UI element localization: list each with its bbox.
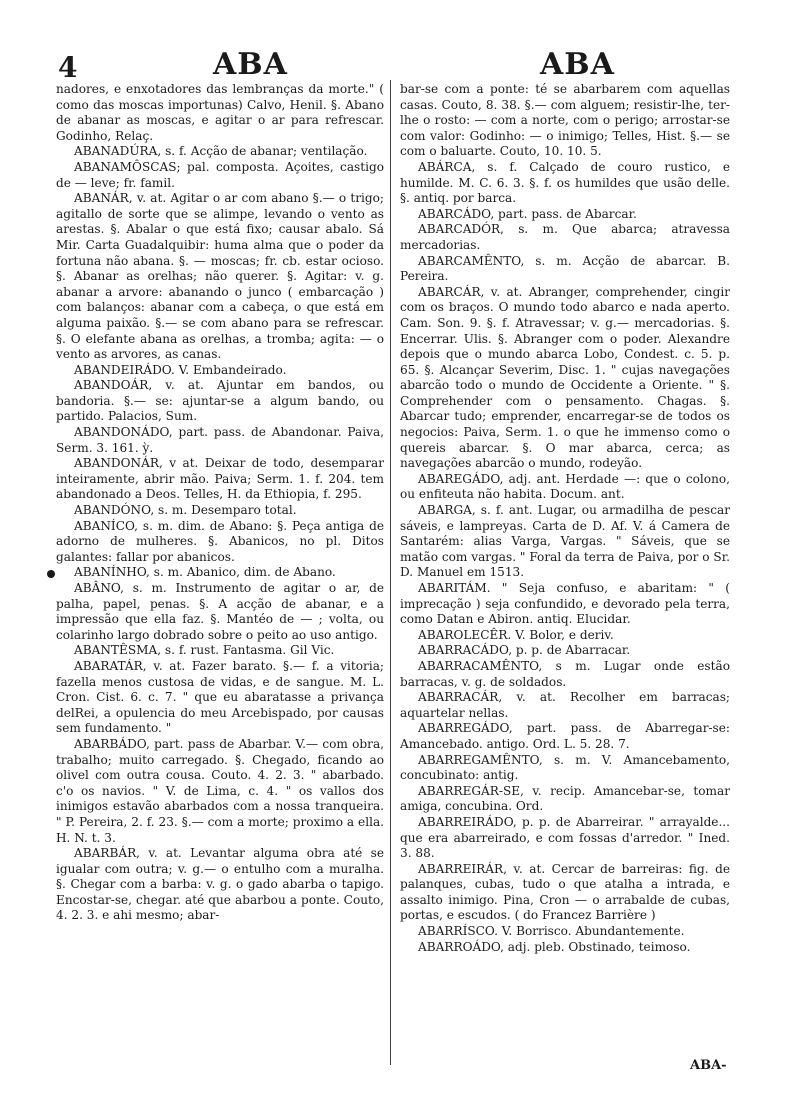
dictionary-entry: ABARREIRÁDO, p. p. de Abarreirar. " arrayalde... que era abarreirado, e com fossas d'arredor. " Ined. 3. 88.	[400, 814, 730, 861]
dictionary-entry: ABARBÁR, v. at. Levantar alguma obra até se igualar com outra; v. g.— o entulho com a muralha. §. Chegar com a barba: v. g. o gado abarba o tapigo. Encostar-se, chegar. até que abarbou a ponte. Couto, 4. 2. 3. e ahi mesmo; abar-	[56, 846, 384, 923]
left-column	[56, 82, 384, 924]
dictionary-entry: ABARRÍSCO. V. Borrisco. Abundantemente.	[418, 924, 685, 939]
running-head-left: ABA	[213, 47, 288, 82]
page-number: 4	[58, 51, 78, 84]
dictionary-entry: ABANDEIRÁDO. V. Embandeirado.	[74, 362, 287, 377]
dictionary-entry: ABARCÁDO, part. pass. de Abarcar.	[418, 206, 637, 221]
dictionary-entry: ABARREIRÁR, v. at. Cercar de barreiras: fig. de palanques, cubas, tudo o que atalha a intrada, e assalto inimigo. Pina, Cron — o arrabalde de cubas, portas, e escudos. ( do Francez Barrière )	[400, 861, 730, 923]
page-header	[58, 45, 770, 85]
dictionary-entry: ABARREGÁR-SE, v. recip. Amancebar-se, tomar amiga, concubina. Ord.	[400, 783, 730, 814]
dictionary-entry: ABÁRCA, s. f. Calçado de couro rustico, e humilde. M. C. 6. 3. §. f. os humildes que usão delle. §. antiq. por barca.	[400, 159, 730, 206]
margin-bullet	[47, 570, 55, 578]
dictionary-entry: ABARREGÁDO, part. pass. de Abarregar-se: Amancebado. antigo. Ord. L. 5. 28. 7.	[400, 721, 730, 751]
right-column	[400, 82, 730, 955]
dictionary-entry: ABANÍNHO, s. m. Abanico, dim. de Abano.	[74, 565, 336, 580]
dictionary-entry: ABARROÁDO, adj. pleb. Obstinado, teimoso.	[418, 939, 691, 954]
dictionary-entry: ABANADÚRA, s. f. Acção de abanar; ventilação.	[74, 144, 368, 159]
dictionary-entry: bar-se com a ponte: té se abarbarem com aquellas casas. Couto, 8. 38. §.— com alguem; resistir-lhe, ter-lhe o rosto: — com a norte, com o perigo; arrostar-se com valor: Godinho: — o inimigo; Telles, Hist. §.— se com o baluarte. Couto, 10. 10. 5.	[400, 82, 730, 159]
running-head-right: ABA	[540, 47, 615, 82]
dictionary-entry: ABAREGÁDO, adj. ant. Herdade —: que o colono, ou enfiteuta não habita. Docum. ant.	[400, 471, 730, 502]
dictionary-entry: ABARRACAMÊNTO, s m. Lugar onde estão barracas, v. g. de soldados.	[400, 658, 730, 689]
dictionary-entry: ABANAMÔSCAS; pal. composta. Açoites, castigo de — leve; fr. famil.	[56, 159, 384, 190]
dictionary-entry: ABANDOÁR, v. at. Ajuntar em bandos, ou bandoria. §.— se: ajuntar-se a algum bando, ou partido. Palacios, Sum.	[56, 378, 384, 424]
dictionary-entry: ABARRACÁDO, p. p. de Abarracar.	[418, 643, 631, 658]
dictionary-entry: ABARITÁM. " Seja confuso, e abaritam: " ( imprecação ) seja confundido, e devorado pela terra, como Datan e Abiron. antiq. Elucidar.	[400, 581, 730, 627]
dictionary-entry: ABARBÁDO, part. pass de Abarbar. V.— com obra, trabalho; muito carregado. §. Chegado, ficando ao olivel com outra cousa. Couto. 4. 2. 3. " abarbado. c'o os navios. " V. de Lima, c. 4. " os vallos dos inimigos estavão abarbados com a nossa tranqueira. " P. Pereira, 2. f. 23. §.— com a morte; proximo a ella. H. N. t. 3.	[56, 736, 384, 845]
dictionary-entry: ABAROLECÊR. V. Bolor, e deriv.	[418, 627, 614, 642]
dictionary-entry: ABANDONÁR, v at. Deixar de todo, desemparar inteiramente, abrir mão. Paiva; Serm. 1. f. 204. tem abandonado a Deos. Telles, H. da Ethiopia, f. 295.	[56, 456, 384, 502]
dictionary-entry: ABANTÊSMA, s. f. rust. Fantasma. Gil Vic.	[74, 643, 335, 658]
dictionary-entry: ABARCÁR, v. at. Abranger, comprehender, cingir com os braços. O mundo todo abarco e nada aperto. Cam. Son. 9. §. f. Atravessar; v. g.— mercadorias. §. Encerrar. Ulis. §. Abranger com o poder. Alexandre depois que o mundo abarca Lobo, Condest. c. 5. p. 65. §. Alcançar Severim, Disc. 1. " cujas navegações abarcão todo o mundo de Occidente a Oriente. " §. Comprehender com o pensamento. Chagas. §. Abarcar tudo; emprender, encarregar-se de todos os negocios: Paiva, Serm. 1. o que he immenso como o quereis abarcar. §. O mar abarca, cerca; as navegações abarcão o mundo, rodeyão.	[400, 284, 730, 471]
dictionary-entry: ABANDONÁDO, part. pass. de Abandonar. Paiva, Serm. 3. 161. ỳ.	[56, 425, 384, 455]
dictionary-entry: ABANDÓNO, s. m. Desemparo total.	[74, 503, 297, 518]
dictionary-entry: ABANÍCO, s. m. dim. de Abano: §. Peça antiga de adorno de mulheres. §. Abanicos, no pl. Ditos galantes: fallar por abanicos.	[56, 518, 384, 564]
dictionary-entry: ABARREGAMÊNTO, s. m. V. Amancebamento, concubinato: antig.	[400, 752, 730, 783]
dictionary-entry: nadores, e enxotadores das lembranças da morte." ( como das moscas importunas) Calvo, Henil. §. Abano de abanar as moscas, e agitar o ar para refrescar. Godinho, Relaç.	[56, 82, 384, 143]
dictionary-entry: ABARCAMÊNTO, s. m. Acção de abarcar. B. Pereira.	[400, 253, 730, 284]
dictionary-entry: ABÂNO, s. m. Instrumento de agitar o ar, de palha, papel, penas. §. A acção de abanar, e a impressão que ella faz. §. Mantéo de — ; volta, ou colarinho largo dobrado sobre o peito ao uso antigo.	[56, 581, 384, 642]
dictionary-entry: ABARATÁR, v. at. Fazer barato. §.— f. a vitoria; fazella menos custosa de vidas, e de sangue. M. L. Cron. Cist. 6. c. 7. " que eu abaratasse a privança delRei, a opulencia do meu Arcebispado, por causas sem fundamento. "	[56, 658, 384, 736]
dictionary-entry: ABARGA, s. f. ant. Lugar, ou armadilha de pescar sáveis, e lampreyas. Carta de D. Af. V. á Camera de Santarém: alias Varga, Vargas. " Sáveis, que se matão com vargas. " Foral da terra de Paiva, por o Sr. D. Manuel em 1513.	[400, 503, 730, 580]
catchword: ABA-	[690, 1058, 727, 1073]
dictionary-entry: ABANÁR, v. at. Agitar o ar com abano §.— o trigo; agitallo de sorte que se alimpe, levando o vento as arestas. §. Abalar o que está fixo; causar abalo. Sá Mir. Carta Guadalquibir: huma alma que o poder da fortuna não abana. §. — moscas; fr. cb. estar ocioso. §. Abanar as orelhas; não querer. §. Agitar: v. g. abanar a arvore: abanando o junco ( embarcação ) com balanços: abanar com a cabeça, o que está em alguma paixão. §.— se com abano para se refrescar. §. O elefante abana as orelhas, a tromba; agita: — o vento as arvores, as canas.	[56, 191, 384, 362]
column-divider	[390, 80, 391, 1065]
dictionary-entry: ABARRACÁR, v. at. Recolher em barracas; aquartelar nellas.	[400, 690, 730, 720]
dictionary-entry: ABARCADÓR, s. m. Que abarca; atravessa mercadorias.	[400, 222, 730, 252]
